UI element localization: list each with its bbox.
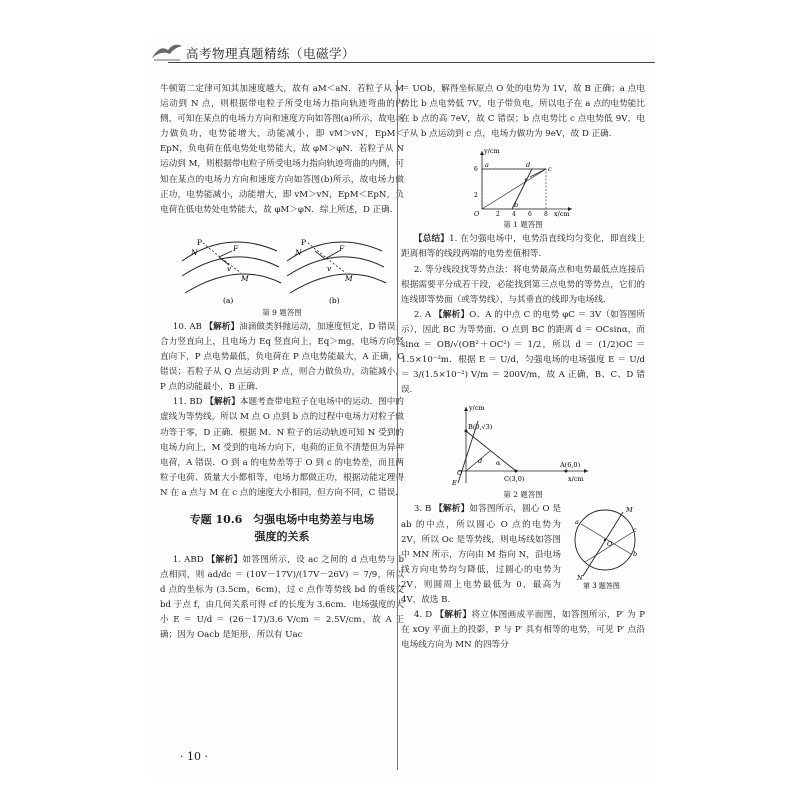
svg-text:O: O [457,469,463,478]
header-rule [168,62,655,63]
svg-text:N: N [295,247,302,257]
figure-9a-label: (a) [223,295,234,305]
svg-text:y/cm: y/cm [484,147,500,156]
svg-text:O: O [474,210,480,218]
svg-text:C(3,0): C(3,0) [504,475,525,484]
svg-text:a: a [575,518,579,527]
figure-9b [287,238,386,305]
figure-1 [468,145,578,217]
svg-text:M: M [241,273,249,283]
svg-text:8: 8 [544,211,548,218]
svg-text:α: α [496,459,501,468]
svg-text:b: b [514,201,519,210]
svg-text:2: 2 [496,211,500,218]
svg-text:d: d [526,161,531,170]
bird-logo-icon [150,40,184,62]
svg-text:P: P [197,237,203,247]
figure-2 [448,401,598,487]
figure-2-caption: 第 2 题答图 [503,490,543,500]
page-header [150,38,655,74]
svg-text:M: M [345,273,353,283]
answer-10: 10. AB 【解析】油滴做类斜抛运动，加速度恒定，D 错误；合力竖直向上，且电场力 Eq 竖直向上，Eq＞mg，电场方向竖直向下，P 点电势最低，负电荷在 P 点电势能最大，A 正确，C 错误；若粒子从 Q 点运动到 P 点，则合力做负功，动能减小，P 点的动能最小，B 正确． [160,321,404,393]
svg-text:B(0,√3): B(0,√3) [468,423,493,432]
svg-text:d: d [478,457,483,466]
figure-9b-label: (b) [329,295,340,305]
figure-3 [565,502,645,590]
book-page [150,38,655,778]
answer-1-abd: 1. ABD 【解析】如答图所示，设 ac 之间的 d 点电势与 b 点相同，则 ad/dc ＝ (10V－17V)/(17V－26V) ＝ 7/9，所以 d 点的坐标为 (3.5cm，6cm)，过 c 点作等势线 bd 的垂线交 bd 于点 f，由几何关系可得 cf 的长度为 3.6cm．电场强度的大小 E ＝ U/d ＝ (26－17)/3.6 V/cm ＝ 2.5V/cm，故 A 正确；因为 Oacb 是矩形，所以有 Uac [160,554,405,641]
svg-text:N: N [577,574,583,583]
svg-text:F: F [233,243,239,253]
svg-text:x/cm: x/cm [568,475,584,484]
column-divider [397,80,398,770]
svg-text:O: O [607,540,613,549]
svg-text:P: P [301,237,307,247]
svg-text:2: 2 [474,192,478,200]
answer-3-block [401,502,645,608]
svg-text:N: N [191,247,198,257]
answer-2-a: 2. A 【解析】O、A 的中点 C 的电势 φC ＝ 3V（如答图所示），因此 BC 为等势面．O 点到 BC 的距离 d ＝ OCsinα，而 sinα ＝ OB/√(OB²＋OC²) ＝ 1/2，所以 d ＝ (1/2)OC ＝ 1.5×10⁻²m．根据 E ＝ U/d，匀强电场的电场强度 E ＝ U/d ＝ 3/(1.5×10⁻²) V/m ＝ 200V/m，故 A 正确，B、C、D 错误． [401,309,646,396]
figure-9 [177,221,387,305]
left-paragraph-continued: 牛顿第二定律可知其加速度越大，故有 aM＜aN．若粒子从 M 运动到 N 点，则根据带电粒子所受电场力指向轨迹弯曲的内侧，可知在某点的电场力方向和速度方向如答图(a)所示，故电场力做负功，电势能增大，动能减小，即 vM＞vN，EpM＜EpN，负电荷在低电势处电势能大，故 φM＞φN．若粒子从 N 运动到 M，则根据带电粒子所受电场力指向轨迹弯曲的内侧，可知在某点的电场力方向和速度方向如答图(b)所示，故电场力做正功，电势能减小，动能增大，即 vM＞vN，EpM＜EpN，负电荷在低电势处电势能大，故 φM＞φN．综上所述，D 正确． [160,84,404,215]
page-number: · 10 · [180,750,208,763]
svg-text:c: c [633,526,637,535]
svg-text:v: v [327,263,332,273]
svg-text:4: 4 [512,211,516,218]
svg-text:x/cm: x/cm [554,210,570,218]
right-paragraph-continued: ＝ UOb，解得坐标原点 O 处的电势为 1V，故 B 正确；a 点电势比 b 点电势低 7V，电子带负电，所以电子在 a 点的电势能比在 b 点的高 7eV，故 C 错误；b 点电势比 c 点电势低 9V，电子从 b 点运动到 c 点，电场力做功为 9eV，故 D 正确． [401,84,645,140]
svg-text:M: M [626,506,633,515]
header-title: 高考物理真题精练（电磁学） [186,46,356,61]
answer-3-b: 3. B 【解析】如答图所示，圆心 O 是 ab 的中点，所以圆心 O 点的电势为 2V，所以 Oc 是等势线，则电场线如答图中 MN 所示，方向由 M 指向 N，沿电场线方向电势均匀降低，过圆心的电势为 2V，则圆周上电势最低为 0，最高为 4V，故选 B． [401,504,562,605]
right-column [401,82,645,653]
figure-3-caption: 第 3 题答图 [583,582,620,591]
figure-9a [182,238,281,305]
summary-1: 【总结】1. 在匀强电场中，电势沿直线均匀变化，即直线上距离相等的线段两端的电势差值相等． [401,234,645,260]
answer-4-d: 4. D 【解析】将立体图画成平面图，如答图所示，P′ 为 P 在 xOy 平面上的投影，P 与 P′ 具有相等的电势，可见 P′ 点沿电场线方向为 MN 的四等分 [401,610,645,651]
svg-text:y/cm: y/cm [469,404,485,413]
left-column [160,82,404,644]
answer-11: 11. BD 【解析】本题考查带电粒子在电场中的运动．图中的虚线为等势线，所以 M 点 O 点到 b 点的过程中电场力对粒子做功等于零，D 正确．根据 M、N 粒子的运动轨迹可知 N 受到的电场力向上，M 受到的电场力向下，电荷的正负不清楚但为异种电荷，A 错误．O 到 a 的电势差等于 O 到 c 的电势差，而且两粒子电荷、质量大小都相等，电场力都做正功，根据动能定理得 N 在 a 点与 M 在 c 点的速度大小相同，但方向不同，C 错误． [160,397,404,498]
svg-text:6: 6 [474,166,478,174]
svg-text:6: 6 [528,211,532,218]
figure-9-caption: 第 9 题答图 [262,307,302,317]
svg-text:v: v [227,263,232,273]
summary-2: 2. 等分线段找等势点法：将电势最高点和电势最低点连接后根据需要平分成若干段，必能找到第三点电势的等势点，它们的连线即等势面（或等势线），与其垂直的线即为电场线． [401,264,645,305]
svg-text:A(6,0): A(6,0) [560,461,581,470]
svg-text:f: f [524,177,527,186]
svg-text:E: E [452,479,457,488]
section-title: 专题 10.6 匀强电场中电势差与电场 强度的关系 [189,512,375,543]
svg-text:a: a [485,161,489,170]
figure-1-caption: 第 1 题答图 [503,220,543,230]
svg-text:F: F [339,243,345,253]
svg-text:b: b [633,550,638,559]
svg-text:c: c [548,165,552,174]
